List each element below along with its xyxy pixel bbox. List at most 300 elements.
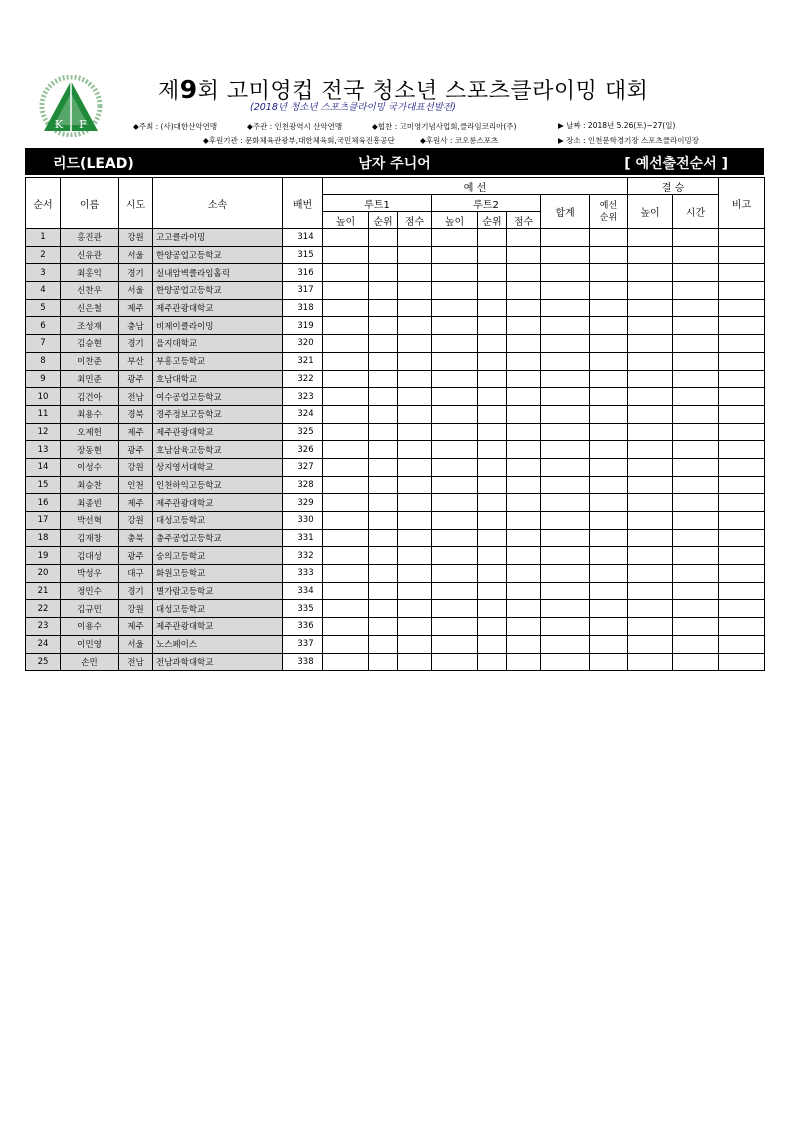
table-row [26, 635, 765, 653]
cell-order: 21 [26, 582, 61, 600]
cell-result-blank [628, 352, 673, 370]
cell-result-blank [432, 458, 478, 476]
cell-result-blank [478, 264, 507, 282]
cell-result-blank [369, 282, 398, 300]
cell-result-blank [541, 529, 590, 547]
header-total: 합계 [541, 195, 590, 229]
header-affiliation: 소속 [153, 178, 283, 229]
cell-result-blank [478, 476, 507, 494]
cell-result-blank [673, 388, 719, 406]
cell-result-blank [323, 246, 369, 264]
cell-result-blank [541, 565, 590, 583]
cell-result-blank [369, 229, 398, 247]
cell-result-blank [369, 512, 398, 530]
header-qual-rank: 예선 순위 [590, 195, 628, 229]
cell-result-blank [369, 600, 398, 618]
cell-region: 제주 [119, 299, 153, 317]
cell-affiliation: 비제이클라이밍 [153, 317, 283, 335]
cell-result-blank [432, 635, 478, 653]
cell-region: 서울 [119, 635, 153, 653]
cell-result-blank [719, 547, 765, 565]
cell-result-blank [507, 582, 541, 600]
cell-result-blank [369, 458, 398, 476]
cell-result-blank [432, 352, 478, 370]
cell-order: 11 [26, 405, 61, 423]
cell-result-blank [432, 423, 478, 441]
cell-result-blank [673, 565, 719, 583]
cell-result-blank [323, 229, 369, 247]
cell-result-blank [628, 423, 673, 441]
cell-result-blank [590, 529, 628, 547]
cell-result-blank [369, 547, 398, 565]
cell-order: 24 [26, 635, 61, 653]
cell-order: 7 [26, 335, 61, 353]
cell-result-blank [432, 246, 478, 264]
cell-bib: 333 [283, 565, 323, 583]
cell-result-blank [541, 352, 590, 370]
cell-region: 광주 [119, 547, 153, 565]
cell-result-blank [323, 370, 369, 388]
cell-result-blank [398, 547, 432, 565]
cell-result-blank [398, 582, 432, 600]
cell-bib: 328 [283, 476, 323, 494]
cell-result-blank [507, 246, 541, 264]
cell-order: 9 [26, 370, 61, 388]
table-header [26, 178, 765, 229]
cell-result-blank [398, 405, 432, 423]
cell-name: 박선혁 [61, 512, 119, 530]
cell-result-blank [432, 405, 478, 423]
cell-result-blank [323, 405, 369, 423]
cell-order: 12 [26, 423, 61, 441]
cell-result-blank [673, 441, 719, 459]
cell-result-blank [673, 653, 719, 671]
cell-order: 14 [26, 458, 61, 476]
cell-result-blank [398, 600, 432, 618]
cell-result-blank [673, 423, 719, 441]
cell-bib: 323 [283, 388, 323, 406]
cell-result-blank [323, 441, 369, 459]
cell-result-blank [432, 529, 478, 547]
cell-result-blank [369, 299, 398, 317]
cell-affiliation: 여수공업고등학교 [153, 388, 283, 406]
cell-result-blank [541, 335, 590, 353]
cell-result-blank [541, 229, 590, 247]
cell-result-blank [628, 299, 673, 317]
cell-bib: 331 [283, 529, 323, 547]
cell-region: 광주 [119, 370, 153, 388]
header-bib: 배번 [283, 178, 323, 229]
cell-result-blank [432, 512, 478, 530]
cell-bib: 332 [283, 547, 323, 565]
cell-result-blank [628, 458, 673, 476]
cell-result-blank [369, 565, 398, 583]
cell-name: 신은철 [61, 299, 119, 317]
cell-result-blank [432, 229, 478, 247]
table-row [26, 653, 765, 671]
cell-result-blank [323, 529, 369, 547]
cell-bib: 320 [283, 335, 323, 353]
cell-result-blank [719, 618, 765, 636]
cell-result-blank [478, 582, 507, 600]
cell-result-blank [432, 370, 478, 388]
cell-result-blank [541, 512, 590, 530]
cell-result-blank [478, 423, 507, 441]
cell-result-blank [719, 529, 765, 547]
cell-result-blank [398, 635, 432, 653]
cell-result-blank [590, 299, 628, 317]
cell-result-blank [590, 264, 628, 282]
cell-result-blank [590, 494, 628, 512]
cell-result-blank [369, 423, 398, 441]
cell-result-blank [719, 635, 765, 653]
cell-name: 최민준 [61, 370, 119, 388]
cell-result-blank [673, 635, 719, 653]
cell-result-blank [478, 299, 507, 317]
logo-letter-k: K [54, 118, 64, 131]
cell-result-blank [590, 388, 628, 406]
cell-result-blank [673, 317, 719, 335]
cell-region: 제주 [119, 494, 153, 512]
cell-name: 김재창 [61, 529, 119, 547]
cell-result-blank [369, 246, 398, 264]
cell-result-blank [398, 299, 432, 317]
cell-result-blank [369, 441, 398, 459]
cell-result-blank [398, 565, 432, 583]
table-row [26, 512, 765, 530]
cell-bib: 337 [283, 635, 323, 653]
cell-result-blank [507, 441, 541, 459]
cell-result-blank [590, 441, 628, 459]
cell-region: 경북 [119, 405, 153, 423]
cell-result-blank [323, 352, 369, 370]
cell-bib: 315 [283, 246, 323, 264]
cell-result-blank [673, 246, 719, 264]
cell-affiliation: 전남과학대학교 [153, 653, 283, 671]
cell-result-blank [507, 565, 541, 583]
cell-result-blank [628, 582, 673, 600]
cell-result-blank [628, 547, 673, 565]
cell-result-blank [432, 388, 478, 406]
cell-order: 2 [26, 246, 61, 264]
cell-result-blank [398, 246, 432, 264]
cell-result-blank [590, 229, 628, 247]
cell-result-blank [541, 299, 590, 317]
cell-bib: 321 [283, 352, 323, 370]
cell-result-blank [398, 370, 432, 388]
cell-result-blank [590, 317, 628, 335]
list-type: [ 예선출전순서 ] [624, 156, 728, 172]
cell-result-blank [432, 600, 478, 618]
cell-result-blank [323, 635, 369, 653]
table-row [26, 582, 765, 600]
cell-result-blank [628, 494, 673, 512]
table-row [26, 565, 765, 583]
cell-result-blank [478, 388, 507, 406]
cell-order: 18 [26, 529, 61, 547]
cell-result-blank [719, 299, 765, 317]
cell-bib: 326 [283, 441, 323, 459]
cell-result-blank [590, 405, 628, 423]
cell-result-blank [398, 352, 432, 370]
table-row [26, 246, 765, 264]
cell-result-blank [507, 476, 541, 494]
cell-result-blank [541, 264, 590, 282]
cell-result-blank [507, 264, 541, 282]
cell-result-blank [541, 476, 590, 494]
cell-result-blank [541, 388, 590, 406]
cell-order: 6 [26, 317, 61, 335]
cell-result-blank [719, 458, 765, 476]
table-row [26, 441, 765, 459]
cell-result-blank [590, 476, 628, 494]
cell-result-blank [628, 370, 673, 388]
cell-result-blank [478, 635, 507, 653]
title-number: 9 [179, 75, 198, 104]
cell-region: 경기 [119, 582, 153, 600]
cell-bib: 316 [283, 264, 323, 282]
cell-bib: 329 [283, 494, 323, 512]
cell-result-blank [369, 476, 398, 494]
cell-result-blank [673, 618, 719, 636]
header-final-time: 시간 [673, 195, 719, 229]
table-row [26, 317, 765, 335]
title-prefix: 제 [158, 79, 180, 104]
cell-result-blank [323, 388, 369, 406]
cell-name: 이성수 [61, 458, 119, 476]
logo-letter-f: F [79, 118, 87, 131]
cell-result-blank [369, 352, 398, 370]
cell-result-blank [673, 512, 719, 530]
cell-result-blank [719, 476, 765, 494]
cell-result-blank [719, 494, 765, 512]
cell-result-blank [398, 229, 432, 247]
cell-result-blank [507, 458, 541, 476]
cell-region: 강원 [119, 512, 153, 530]
header-route1: 루트1 [323, 195, 432, 212]
cell-affiliation: 부흥고등학교 [153, 352, 283, 370]
cell-bib: 338 [283, 653, 323, 671]
cell-result-blank [673, 352, 719, 370]
cell-region: 서울 [119, 246, 153, 264]
cell-name: 조성재 [61, 317, 119, 335]
cell-result-blank [628, 565, 673, 583]
header-r1-rank: 순위 [369, 212, 398, 229]
cell-result-blank [478, 618, 507, 636]
table-row [26, 458, 765, 476]
title-suffix: 회 고미영컵 전국 청소년 스포츠클라이밍 대회 [197, 79, 649, 104]
cell-result-blank [507, 529, 541, 547]
cell-result-blank [432, 618, 478, 636]
cell-name: 박성우 [61, 565, 119, 583]
cell-result-blank [673, 229, 719, 247]
cell-bib: 325 [283, 423, 323, 441]
cell-result-blank [398, 458, 432, 476]
cell-name: 신유관 [61, 246, 119, 264]
cell-result-blank [507, 423, 541, 441]
cell-result-blank [432, 653, 478, 671]
cell-result-blank [478, 529, 507, 547]
cell-name: 김규민 [61, 600, 119, 618]
cell-result-blank [478, 370, 507, 388]
cell-result-blank [507, 635, 541, 653]
cell-result-blank [478, 600, 507, 618]
category-name: 남자 주니어 [358, 156, 431, 172]
cell-name: 김대성 [61, 547, 119, 565]
cell-order: 4 [26, 282, 61, 300]
cell-result-blank [398, 653, 432, 671]
cell-region: 강원 [119, 229, 153, 247]
cell-affiliation: 한양공업고등학교 [153, 282, 283, 300]
cell-result-blank [398, 529, 432, 547]
cell-result-blank [369, 370, 398, 388]
cell-result-blank [323, 476, 369, 494]
cell-affiliation: 대성고등학교 [153, 512, 283, 530]
cell-result-blank [323, 547, 369, 565]
cell-result-blank [323, 600, 369, 618]
cell-region: 제주 [119, 423, 153, 441]
cell-result-blank [719, 352, 765, 370]
cell-result-blank [673, 458, 719, 476]
table-row [26, 229, 765, 247]
table-body [26, 229, 765, 671]
cell-region: 경기 [119, 335, 153, 353]
cell-result-blank [719, 653, 765, 671]
cell-order: 13 [26, 441, 61, 459]
cell-result-blank [590, 582, 628, 600]
cell-result-blank [628, 282, 673, 300]
cell-result-blank [673, 405, 719, 423]
cell-result-blank [541, 653, 590, 671]
cell-result-blank [432, 441, 478, 459]
cell-result-blank [398, 264, 432, 282]
cell-affiliation: 제주관광대학교 [153, 618, 283, 636]
cell-order: 22 [26, 600, 61, 618]
cell-bib: 324 [283, 405, 323, 423]
cell-order: 16 [26, 494, 61, 512]
cell-result-blank [478, 246, 507, 264]
cell-result-blank [369, 529, 398, 547]
cell-result-blank [590, 423, 628, 441]
cell-result-blank [432, 299, 478, 317]
cell-result-blank [323, 282, 369, 300]
cell-name: 오제헌 [61, 423, 119, 441]
host-info: ◆주최 : (사)대한산악연맹 [133, 122, 218, 131]
cell-order: 17 [26, 512, 61, 530]
header-r2-score: 점수 [507, 212, 541, 229]
cell-result-blank [478, 458, 507, 476]
cell-bib: 319 [283, 317, 323, 335]
cell-result-blank [432, 476, 478, 494]
cell-name: 정민수 [61, 582, 119, 600]
cell-name: 신찬우 [61, 282, 119, 300]
cell-bib: 317 [283, 282, 323, 300]
cell-affiliation: 을지대학교 [153, 335, 283, 353]
cell-result-blank [478, 352, 507, 370]
cell-affiliation: 화원고등학교 [153, 565, 283, 583]
cell-result-blank [507, 317, 541, 335]
cell-result-blank [432, 582, 478, 600]
cell-result-blank [628, 635, 673, 653]
cell-result-blank [507, 405, 541, 423]
header-name: 이름 [61, 178, 119, 229]
cell-affiliation: 고고클라이밍 [153, 229, 283, 247]
header-remarks: 비고 [719, 178, 765, 229]
cell-result-blank [719, 423, 765, 441]
cell-result-blank [541, 405, 590, 423]
cell-region: 부산 [119, 352, 153, 370]
cell-affiliation: 노스페이스 [153, 635, 283, 653]
cell-order: 15 [26, 476, 61, 494]
cell-result-blank [369, 494, 398, 512]
cell-name: 김승현 [61, 335, 119, 353]
cell-region: 대구 [119, 565, 153, 583]
cell-result-blank [590, 335, 628, 353]
table-row [26, 299, 765, 317]
cell-result-blank [590, 618, 628, 636]
cell-result-blank [541, 618, 590, 636]
cell-result-blank [590, 352, 628, 370]
table-row [26, 264, 765, 282]
cell-affiliation: 상지영서대학교 [153, 458, 283, 476]
cell-bib: 314 [283, 229, 323, 247]
cell-result-blank [507, 618, 541, 636]
cell-affiliation: 인천하익고등학교 [153, 476, 283, 494]
cell-result-blank [673, 335, 719, 353]
cell-order: 8 [26, 352, 61, 370]
cell-result-blank [398, 423, 432, 441]
cell-result-blank [507, 547, 541, 565]
cell-name: 손민 [61, 653, 119, 671]
cell-result-blank [507, 299, 541, 317]
cell-result-blank [398, 494, 432, 512]
cell-result-blank [369, 582, 398, 600]
cell-result-blank [590, 565, 628, 583]
cell-name: 장동현 [61, 441, 119, 459]
cell-result-blank [628, 264, 673, 282]
cell-region: 인천 [119, 476, 153, 494]
cell-name: 이찬준 [61, 352, 119, 370]
backers-info: ◆후원기관 : 문화체육관광부,대한체육회,국민체육진흥공단 [203, 136, 395, 145]
cell-result-blank [369, 618, 398, 636]
table-row [26, 476, 765, 494]
cell-result-blank [590, 458, 628, 476]
cell-result-blank [628, 618, 673, 636]
cell-affiliation: 제주관광대학교 [153, 299, 283, 317]
cell-result-blank [478, 405, 507, 423]
cell-result-blank [541, 317, 590, 335]
cell-result-blank [541, 600, 590, 618]
cell-order: 5 [26, 299, 61, 317]
cell-bib: 336 [283, 618, 323, 636]
cell-result-blank [590, 370, 628, 388]
cell-result-blank [719, 264, 765, 282]
cell-result-blank [478, 229, 507, 247]
cell-affiliation: 호남삼육고등학교 [153, 441, 283, 459]
cell-result-blank [323, 565, 369, 583]
table-row [26, 423, 765, 441]
federation-logo [38, 75, 104, 137]
header-final-height: 높이 [628, 195, 673, 229]
table-row [26, 618, 765, 636]
cell-result-blank [628, 246, 673, 264]
cell-result-blank [673, 264, 719, 282]
cell-result-blank [590, 635, 628, 653]
table-row [26, 352, 765, 370]
header-route2: 루트2 [432, 195, 541, 212]
cell-result-blank [628, 512, 673, 530]
cell-result-blank [507, 388, 541, 406]
